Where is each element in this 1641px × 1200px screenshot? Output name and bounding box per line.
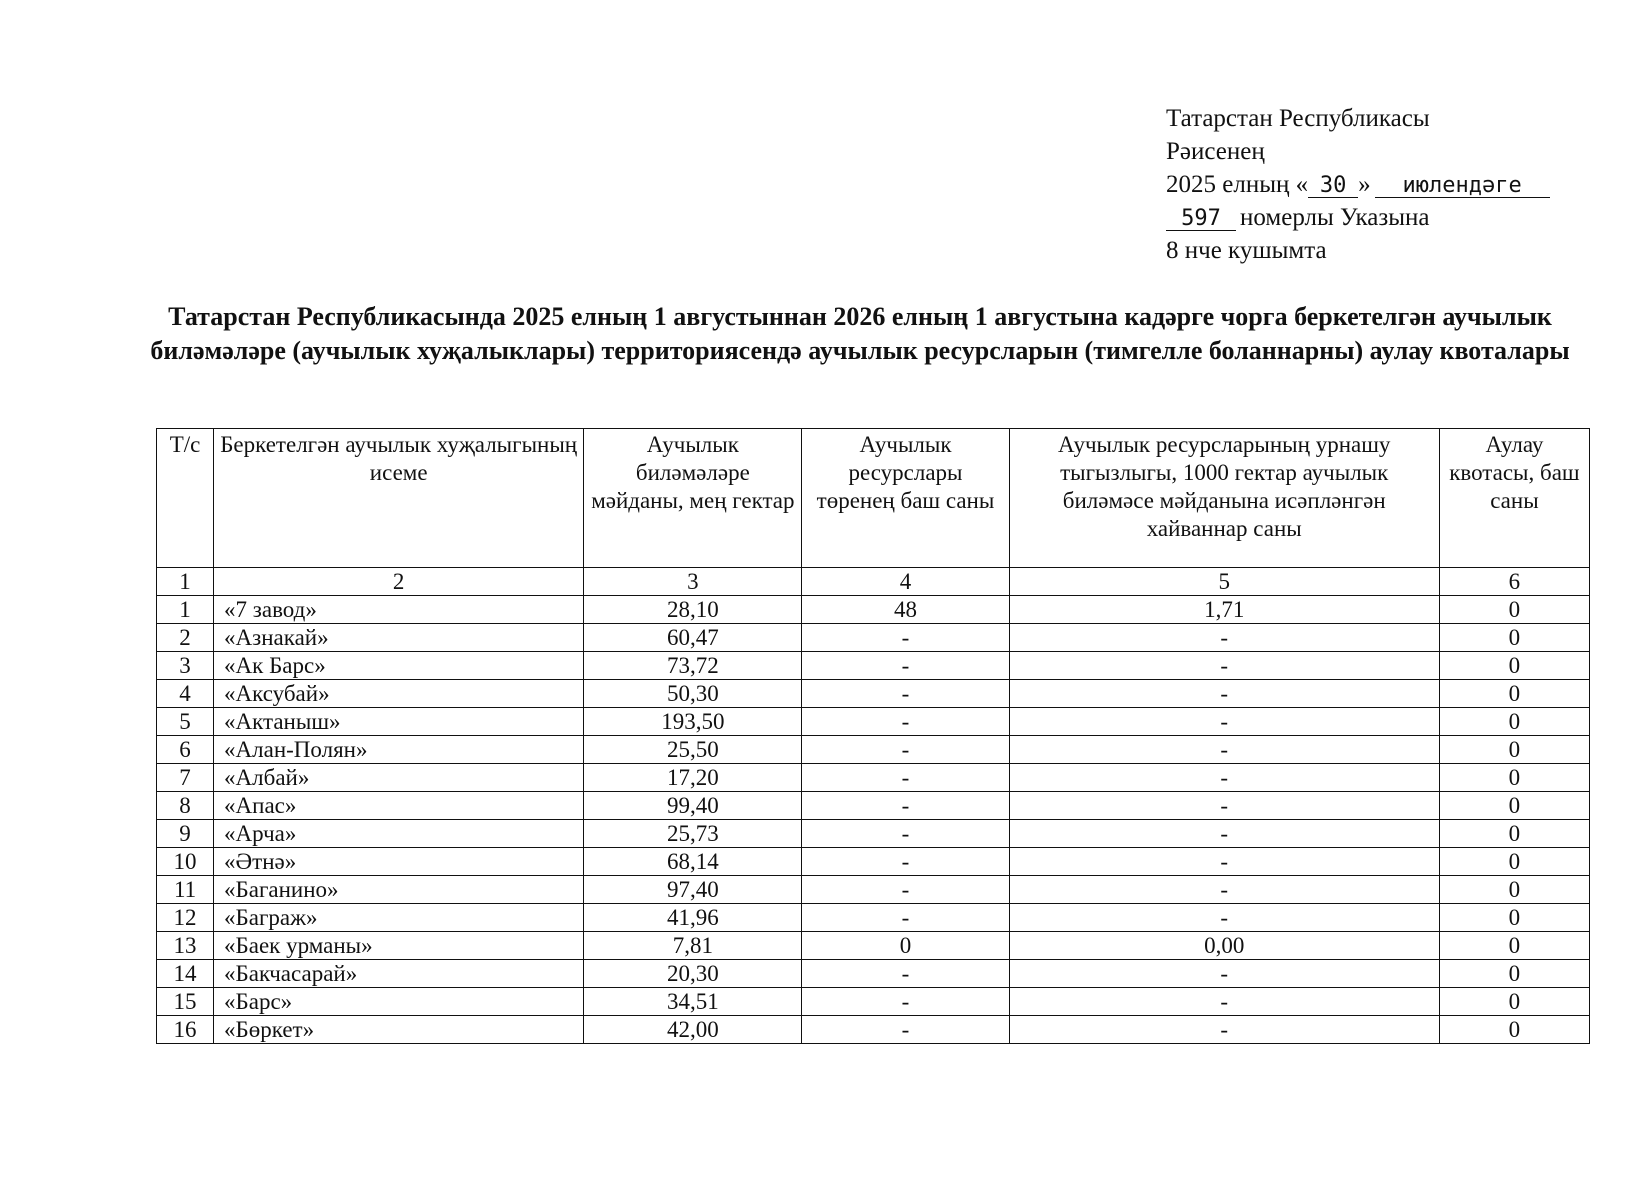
cell-density: - <box>1009 764 1439 792</box>
cell-density: - <box>1009 848 1439 876</box>
cell-index: 7 <box>157 764 214 792</box>
cell-quota: 0 <box>1439 792 1589 820</box>
cell-quota: 0 <box>1439 708 1589 736</box>
cell-density: - <box>1009 988 1439 1016</box>
table-row <box>157 596 1590 624</box>
table-row <box>157 960 1590 988</box>
cell-density: - <box>1009 792 1439 820</box>
cell-name: «Ак Барс» <box>214 652 584 680</box>
cell-area: 7,81 <box>584 932 802 960</box>
column-number-cell: 2 <box>214 568 584 596</box>
cell-name: «Аксубай» <box>214 680 584 708</box>
column-number-cell: 6 <box>1439 568 1589 596</box>
cell-index: 13 <box>157 932 214 960</box>
cell-density: - <box>1009 876 1439 904</box>
cell-quota: 0 <box>1439 596 1589 624</box>
header-line-republic: Татарстан Республикасы <box>1166 105 1430 132</box>
table-row <box>157 792 1590 820</box>
cell-quota: 0 <box>1439 764 1589 792</box>
document-title: Татарстан Республикасында 2025 елның 1 августыннан 2026 елның 1 августына кадәрге чорга беркетелгән аучылык биләмәләре (аучылык хуҗалыклары) территориясендә аучылык ресурсларын (тимгелле боланнарны) аулау квоталары <box>150 302 1570 365</box>
cell-population: - <box>802 904 1009 932</box>
header-cell-density: Аучылык ресурсларының урнашу тыгызлыгы, 1000 гектар аучылык биләмәсе мәйданына исәпләнгән хайваннар саны <box>1009 429 1439 568</box>
cell-area: 25,73 <box>584 820 802 848</box>
header-line-appendix: 8 нче кушымта <box>1166 237 1327 264</box>
cell-quota: 0 <box>1439 624 1589 652</box>
cell-name: «Алан-Полян» <box>214 736 584 764</box>
cell-population: - <box>802 820 1009 848</box>
header-cell-quota: Аулау квотасы, баш саны <box>1439 429 1589 568</box>
cell-name: «Баграж» <box>214 904 584 932</box>
cell-area: 34,51 <box>584 988 802 1016</box>
table-row <box>157 764 1590 792</box>
appendix-header <box>1166 102 1586 267</box>
cell-index: 2 <box>157 624 214 652</box>
date-mid: » <box>1358 171 1371 198</box>
cell-area: 20,30 <box>584 960 802 988</box>
cell-quota: 0 <box>1439 904 1589 932</box>
cell-density: - <box>1009 820 1439 848</box>
cell-name: «Бакчасарай» <box>214 960 584 988</box>
table-row <box>157 848 1590 876</box>
cell-area: 28,10 <box>584 596 802 624</box>
cell-density: - <box>1009 624 1439 652</box>
cell-population: - <box>802 708 1009 736</box>
cell-name: «Албай» <box>214 764 584 792</box>
table-header-row <box>157 429 1590 568</box>
cell-quota: 0 <box>1439 1016 1589 1044</box>
cell-area: 42,00 <box>584 1016 802 1044</box>
cell-index: 9 <box>157 820 214 848</box>
table-row <box>157 680 1590 708</box>
cell-name: «7 завод» <box>214 596 584 624</box>
header-cell-name: Беркетелгән аучылык хуҗалыгының исеме <box>214 429 584 568</box>
cell-density: - <box>1009 1016 1439 1044</box>
cell-index: 4 <box>157 680 214 708</box>
table-row <box>157 736 1590 764</box>
cell-quota: 0 <box>1439 988 1589 1016</box>
cell-name: «Арча» <box>214 820 584 848</box>
cell-population: - <box>802 764 1009 792</box>
cell-density: - <box>1009 904 1439 932</box>
cell-index: 10 <box>157 848 214 876</box>
header-line-decree <box>1166 201 1586 234</box>
date-prefix: 2025 елның « <box>1166 171 1309 198</box>
cell-area: 73,72 <box>584 652 802 680</box>
cell-population: - <box>802 960 1009 988</box>
cell-index: 3 <box>157 652 214 680</box>
cell-index: 14 <box>157 960 214 988</box>
decree-number-fill: 597 <box>1166 208 1236 231</box>
cell-quota: 0 <box>1439 960 1589 988</box>
table-row <box>157 624 1590 652</box>
cell-density: - <box>1009 736 1439 764</box>
cell-population: 0 <box>802 932 1009 960</box>
cell-density: - <box>1009 652 1439 680</box>
cell-population: - <box>802 792 1009 820</box>
column-number-row <box>157 568 1590 596</box>
cell-name: «Барс» <box>214 988 584 1016</box>
column-number-cell: 1 <box>157 568 214 596</box>
column-number-cell: 3 <box>584 568 802 596</box>
cell-index: 15 <box>157 988 214 1016</box>
cell-density: - <box>1009 960 1439 988</box>
header-line-president: Рәисенең <box>1166 138 1265 165</box>
cell-area: 68,14 <box>584 848 802 876</box>
column-number-cell: 5 <box>1009 568 1439 596</box>
cell-density: 0,00 <box>1009 932 1439 960</box>
cell-area: 60,47 <box>584 624 802 652</box>
table-row <box>157 876 1590 904</box>
table-row <box>157 820 1590 848</box>
cell-population: - <box>802 848 1009 876</box>
cell-area: 41,96 <box>584 904 802 932</box>
cell-quota: 0 <box>1439 680 1589 708</box>
cell-area: 17,20 <box>584 764 802 792</box>
cell-area: 97,40 <box>584 876 802 904</box>
cell-density: 1,71 <box>1009 596 1439 624</box>
header-line-date <box>1166 168 1586 201</box>
date-month-fill: июлендәге <box>1375 175 1550 198</box>
cell-population: 48 <box>802 596 1009 624</box>
cell-area: 193,50 <box>584 708 802 736</box>
cell-index: 6 <box>157 736 214 764</box>
cell-area: 50,30 <box>584 680 802 708</box>
cell-index: 5 <box>157 708 214 736</box>
cell-index: 1 <box>157 596 214 624</box>
cell-quota: 0 <box>1439 848 1589 876</box>
cell-name: «Бөркет» <box>214 1016 584 1044</box>
cell-population: - <box>802 624 1009 652</box>
cell-name: «Азнакай» <box>214 624 584 652</box>
column-number-cell: 4 <box>802 568 1009 596</box>
date-day-fill: 30 <box>1308 175 1358 198</box>
cell-population: - <box>802 680 1009 708</box>
table-row <box>157 708 1590 736</box>
cell-population: - <box>802 652 1009 680</box>
table-row <box>157 1016 1590 1044</box>
cell-name: «Актаныш» <box>214 708 584 736</box>
header-cell-population: Аучылык ресурслары төренең баш саны <box>802 429 1009 568</box>
cell-name: «Апас» <box>214 792 584 820</box>
table-row <box>157 904 1590 932</box>
header-cell-index: Т/с <box>157 429 214 568</box>
cell-density: - <box>1009 708 1439 736</box>
cell-quota: 0 <box>1439 652 1589 680</box>
table-row <box>157 652 1590 680</box>
quota-table <box>156 428 1590 1044</box>
cell-area: 25,50 <box>584 736 802 764</box>
cell-name: «Баганино» <box>214 876 584 904</box>
cell-density: - <box>1009 680 1439 708</box>
cell-index: 11 <box>157 876 214 904</box>
cell-population: - <box>802 988 1009 1016</box>
table-row <box>157 988 1590 1016</box>
cell-index: 8 <box>157 792 214 820</box>
cell-name: «Баек урманы» <box>214 932 584 960</box>
table-row <box>157 932 1590 960</box>
table-body <box>157 568 1590 1044</box>
cell-index: 12 <box>157 904 214 932</box>
cell-name: «Әтнә» <box>214 848 584 876</box>
cell-quota: 0 <box>1439 876 1589 904</box>
cell-population: - <box>802 876 1009 904</box>
cell-population: - <box>802 1016 1009 1044</box>
cell-quota: 0 <box>1439 820 1589 848</box>
cell-quota: 0 <box>1439 736 1589 764</box>
decree-suffix: номерлы Указына <box>1240 204 1430 231</box>
cell-population: - <box>802 736 1009 764</box>
header-cell-area: Аучылык биләмәләре мәйданы, мең гектар <box>584 429 802 568</box>
cell-area: 99,40 <box>584 792 802 820</box>
cell-quota: 0 <box>1439 932 1589 960</box>
cell-index: 16 <box>157 1016 214 1044</box>
